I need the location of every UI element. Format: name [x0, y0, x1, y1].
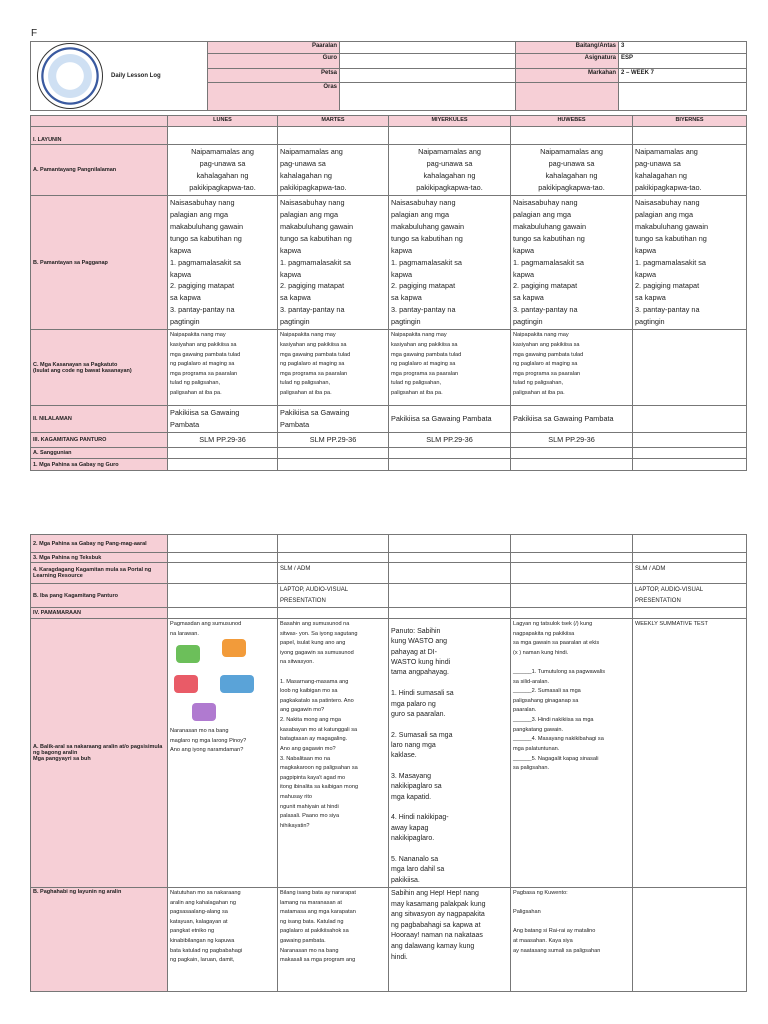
paghahabi-thu: Pagbasa ng Kuwento: Paligsahan Ang batang si Rai-rai ay matalino at maasahan. Kaya siya ay naatasang sumali sa paligsahan — [511, 887, 633, 991]
kagamitan-label: III. KAGAMITANG PANTURO — [31, 433, 168, 448]
blank-label — [516, 83, 619, 111]
gabay-guro-thu — [511, 459, 633, 471]
lesson-table-2 — [30, 534, 747, 992]
pamamaraan-thu — [511, 608, 633, 619]
balik-aral-tue: Basahin ang sumusunod na sitwas- yon. Sa iyong sagutang papel, isulat kung ano ang iyong gagawin sa sumusunod na sitwasyon. 1. Masarnang-masama ang loob ng kaibigan mo sa pagkakatalo sa patintero. Ano ang gagawin mo? 2. Nakita mong ang mga kasabayan mo at katunggali sa batagtasan ay magagaling. Ano ang gagawin mo? 3. Nabalitaan mo na magkakaroon ng paligsahan sa pagpipinta kaya't agad mo itong ibinalita sa kaibigan mong mahusay rito ngunit mahiyain at hindi palasali. Paano mo siya hihikayatin? — [278, 619, 389, 888]
subject-value: ESP — [619, 54, 747, 69]
teksbuk-wed — [389, 553, 511, 563]
lesson-table-1 — [30, 115, 747, 471]
paghahabi-label: B. Paghahabi ng layunin ng aralin — [31, 887, 168, 991]
portal-tue: SLM / ADM — [278, 563, 389, 584]
nilalaman-tue: Pakikiisa sa Gawaing Pambata — [278, 406, 389, 433]
portal-wed — [389, 563, 511, 584]
kagamitan-tue: SLM PP.29-36 — [278, 433, 389, 448]
layunin-thu — [511, 127, 633, 145]
deped-seal-icon — [37, 43, 103, 109]
day-header-wed: MIYERKULES — [389, 116, 511, 127]
pagganap-mon: Naisasabuhay nang palagian ang mga makabuluhang gawain tungo sa kabutihan ng kapwa 1. pagmamalasakit sa kapwa 2. pagiging matapat sa kapwa 3. pantay-pantay na pagtingin — [168, 195, 278, 329]
kids-tug-icon — [174, 675, 198, 693]
header-table — [30, 41, 747, 111]
date-label: Petsa — [208, 68, 340, 83]
kagamitan-wed: SLM PP.29-36 — [389, 433, 511, 448]
paghahabi-mon: Natutuhan mo sa nakaraang aralin ang kahalagahan ng pagsasaalang-alang sa katayuan, kalagayan at pangkat etniko ng kinabibilangan ng kapuwa bata katulad ng pagbabahagi ng pagkain, laruan, damit, — [168, 887, 278, 991]
sanggunian-tue — [278, 448, 389, 459]
date-value — [340, 68, 516, 83]
gabay-mag-aaral-mon — [168, 535, 278, 553]
balik-aral-mon-instruction: Pagmasdan ang sumusunod na larawan. — [170, 621, 242, 637]
sanggunian-fri — [633, 448, 747, 459]
iba-kagamitan-wed — [389, 584, 511, 608]
nilalaman-fri — [633, 406, 747, 433]
gabay-guro-fri — [633, 459, 747, 471]
balik-aral-mon — [168, 619, 278, 888]
teksbuk-thu — [511, 553, 633, 563]
school-label: Paaralan — [208, 42, 340, 54]
corner-mark: F — [31, 28, 38, 39]
gabay-mag-aaral-wed — [389, 535, 511, 553]
kasanayan-wed: Naipapakita nang may kasiyahan ang pakikiisa sa mga gawaing pambata tulad ng paglalaro at maging sa mga programa sa paaralan tulad ng paligsahan, paligsahan at iba pa. — [389, 330, 511, 406]
pagganap-thu: Naisasabuhay nang palagian ang mga makabuluhang gawain tungo sa kabutihan ng kapwa 1. pagmamalasakit sa kapwa 2. pagiging matapat sa kapwa 3. pantay-pantay na pagtingin — [511, 195, 633, 329]
pangnilalaman-wed: Naipamamalas ang pag-unawa sa kahalagahan ng pakikipagkapwa-tao. — [389, 145, 511, 196]
quarter-label: Markahan — [516, 68, 619, 83]
kagamitan-mon: SLM PP.29-36 — [168, 433, 278, 448]
time-value — [340, 83, 516, 111]
gabay-mag-aaral-tue — [278, 535, 389, 553]
sanggunian-mon — [168, 448, 278, 459]
paghahabi-fri — [633, 887, 747, 991]
day-header-fri: BIYERNES — [633, 116, 747, 127]
gabay-mag-aaral-thu — [511, 535, 633, 553]
kagamitan-fri — [633, 433, 747, 448]
kasanayan-fri — [633, 330, 747, 406]
gabay-guro-mon — [168, 459, 278, 471]
kasanayan-tue: Naipapakita nang may kasiyahan ang pakikiisa sa mga gawaing pambata tulad ng paglalaro at maging sa mga programa sa paaralan tulad ng paligsahan, paligsahan at iba pa. — [278, 330, 389, 406]
iba-kagamitan-fri: LAPTOP, AUDIO-VISUAL PRESENTATION — [633, 584, 747, 608]
children-playing-image — [170, 639, 275, 723]
nilalaman-label: II. NILALAMAN — [31, 406, 168, 433]
pangnilalaman-mon: Naipamamalas ang pag-unawa sa kahalagahan ng pakikipagkapwa-tao. — [168, 145, 278, 196]
subject-label: Asignatura — [516, 54, 619, 69]
day-header-tue: MARTES — [278, 116, 389, 127]
day-header-thu: HUWEBES — [511, 116, 633, 127]
pagganap-fri: Naisasabuhay nang palagian ang mga makabuluhang gawain tungo sa kabutihan ng kapwa 1. pagmamalasakit sa kapwa 2. pagiging matapat sa kapwa 3. pantay-pantay na pagtingin — [633, 195, 747, 329]
gabay-guro-label: 1. Mga Pahina sa Gabay ng Guro — [31, 459, 168, 471]
balik-aral-fri: WEEKLY SUMMATIVE TEST — [633, 619, 747, 888]
layunin-tue — [278, 127, 389, 145]
header-logo-cell — [31, 42, 208, 111]
sanggunian-wed — [389, 448, 511, 459]
kasanayan-mon: Naipapakita nang may kasiyahan ang pakikiisa sa mga gawaing pambata tulad ng paglalaro at maging sa mga programa sa paaralan tulad ng paligsahan, paligsahan at iba pa. — [168, 330, 278, 406]
gabay-mag-aaral-fri — [633, 535, 747, 553]
header-title: Daily Lesson Log — [111, 73, 161, 79]
teksbuk-mon — [168, 553, 278, 563]
gabay-guro-wed — [389, 459, 511, 471]
grade-label: Baitang/Antas — [516, 42, 619, 54]
pagganap-wed: Naisasabuhay nang palagian ang mga makabuluhang gawain tungo sa kabutihan ng kapwa 1. pagmamalasakit sa kapwa 2. pagiging matapat sa kapwa 3. pantay-pantay na pagtingin — [389, 195, 511, 329]
quarter-value: 2 – WEEK 7 — [619, 68, 747, 83]
pamamaraan-fri — [633, 608, 747, 619]
teacher-value — [340, 54, 516, 69]
balik-aral-wed: Panuto: Sabihin kung WASTO ang pahayag at DI- WASTO kung hindi tama angpahayag. 1. Hindi sumasali sa mga palaro ng guro sa paaralan. 2. Sumasali sa mga laro nang mga kaklase. 3. Masayang nakikipaglaro sa mga kapatid. 4. Hindi nakikipag- away kapag nakikipaglaro. 5. Nananalo sa mga laro dahil sa pakikiisa. — [389, 619, 511, 888]
portal-fri: SLM / ADM — [633, 563, 747, 584]
paghahabi-tue: Bilang isang bata ay nararapat lamang na maranasan at matamasa ang mga karapatan ng isang bata. Katulad ng paglalaro at pakikiisahok sa gawaing pambata. Naranasan mo na bang makasali sa mga program ang — [278, 887, 389, 991]
paghahabi-wed: Sabihin ang Hep! Hep! nang may kasamang palakpak kung ang sitwasyon ay nagpapakita ng pagbabahagi sa kapwa at Hooraay! naman na nakataas ang dalawang kamay kung hindi. — [389, 887, 511, 991]
pangnilalaman-thu: Naipamamalas ang pag-unawa sa kahalagahan ng pakikipagkapwa-tao. — [511, 145, 633, 196]
pamantayang-pangnilalaman-label: A. Pamantayang Pangnilalaman — [31, 145, 168, 196]
teacher-label: Guro — [208, 54, 340, 69]
pamamaraan-label: IV. PAMAMARAAN — [31, 608, 168, 619]
kids-playground-icon — [220, 675, 254, 693]
pamamaraan-mon — [168, 608, 278, 619]
portal-thu — [511, 563, 633, 584]
layunin-fri — [633, 127, 747, 145]
school-value — [340, 42, 516, 54]
pagganap-tue: Naisasabuhay nang palagian ang mga makabuluhang gawain tungo sa kabutihan ng kapwa 1. pagmamalasakit sa kapwa 2. pagiging matapat sa kapwa 3. pantay-pantay na pagtingin — [278, 195, 389, 329]
blank-value — [619, 83, 747, 111]
layunin-wed — [389, 127, 511, 145]
time-label: Oras — [208, 83, 340, 111]
pangnilalaman-tue: Naipamamalas ang pag-unawa sa kahalagahan ng pakikipagkapwa-tao. — [278, 145, 389, 196]
gabay-guro-tue — [278, 459, 389, 471]
teksbuk-tue — [278, 553, 389, 563]
balik-aral-label: A. Balik-aral sa nakaraang aralin at/o pagsisimula ng bagong aralin Mga pangyayri sa buh — [31, 619, 168, 888]
day-header-blank — [31, 116, 168, 127]
iba-pang-kagamitan-label: B. Iba pang Kagamitang Panturo — [31, 584, 168, 608]
kasanayan-thu: Naipapakita nang may kasiyahan ang pakikiisa sa mga gawaing pambata tulad ng paglalaro at maging sa mga programa sa paaralan tulad ng paligsahan, paligsahan at iba pa. — [511, 330, 633, 406]
sanggunian-label: A. Sanggunian — [31, 448, 168, 459]
portal-label: 4. Karagdagang Kagamitan mula sa Portal ng Learning Resource — [31, 563, 168, 584]
gabay-mag-aaral-label: 2. Mga Pahina sa Gabay ng Pang-mag-aaral — [31, 535, 168, 553]
iba-kagamitan-mon — [168, 584, 278, 608]
teksbuk-label: 3. Mga Pahina ng Teksbuk — [31, 553, 168, 563]
grade-value: 3 — [619, 42, 747, 54]
pamantayan-pagganap-label: B. Pamantayan sa Pagganap — [31, 195, 168, 329]
nilalaman-thu: Pakikiisa sa Gawaing Pambata — [511, 406, 633, 433]
layunin-label: I. LAYUNIN — [31, 127, 168, 145]
kids-jumping-icon — [222, 639, 246, 657]
layunin-mon — [168, 127, 278, 145]
portal-mon — [168, 563, 278, 584]
balik-aral-mon-question: Naranasan mo na bang maglaro ng mga larong Pinoy? Ano ang iyong naramdaman? — [170, 728, 247, 754]
sanggunian-thu — [511, 448, 633, 459]
day-header-mon: LUNES — [168, 116, 278, 127]
balik-aral-thu: Lagyan ng tatsulok tsek (/) kung nagpapakita ng pakikiisa sa mga gawain sa paaralan at ekis (x ) naman kung hindi. ______1. Tumutulong sa pagwawalis sa silid-aralan. ______2. Sumasali sa mga paligsahang ginaganap sa paaralan. ______3. Hindi nakikiisa sa mga pangkatang gawain. ______4. Masayang nakikibahagi sa mga palatuntunan. ______5. Nagagalit kapag sinasali sa paligsahan. — [511, 619, 633, 888]
kids-running-icon — [176, 645, 200, 663]
pamamaraan-tue — [278, 608, 389, 619]
kagamitan-thu: SLM PP.29-36 — [511, 433, 633, 448]
nilalaman-wed: Pakikiisa sa Gawaing Pambata — [389, 406, 511, 433]
nilalaman-mon: Pakikiisa sa Gawaing Pambata — [168, 406, 278, 433]
iba-kagamitan-thu — [511, 584, 633, 608]
kids-rope-icon — [192, 703, 216, 721]
kasanayan-label: C. Mga Kasanayan sa Pagkatuto (Isulat ang code ng bawat kasanayan) — [31, 330, 168, 406]
iba-kagamitan-tue: LAPTOP, AUDIO-VISUAL PRESENTATION — [278, 584, 389, 608]
teksbuk-fri — [633, 553, 747, 563]
pangnilalaman-fri: Naipamamalas ang pag-unawa sa kahalagahan ng pakikipagkapwa-tao. — [633, 145, 747, 196]
pamamaraan-wed — [389, 608, 511, 619]
